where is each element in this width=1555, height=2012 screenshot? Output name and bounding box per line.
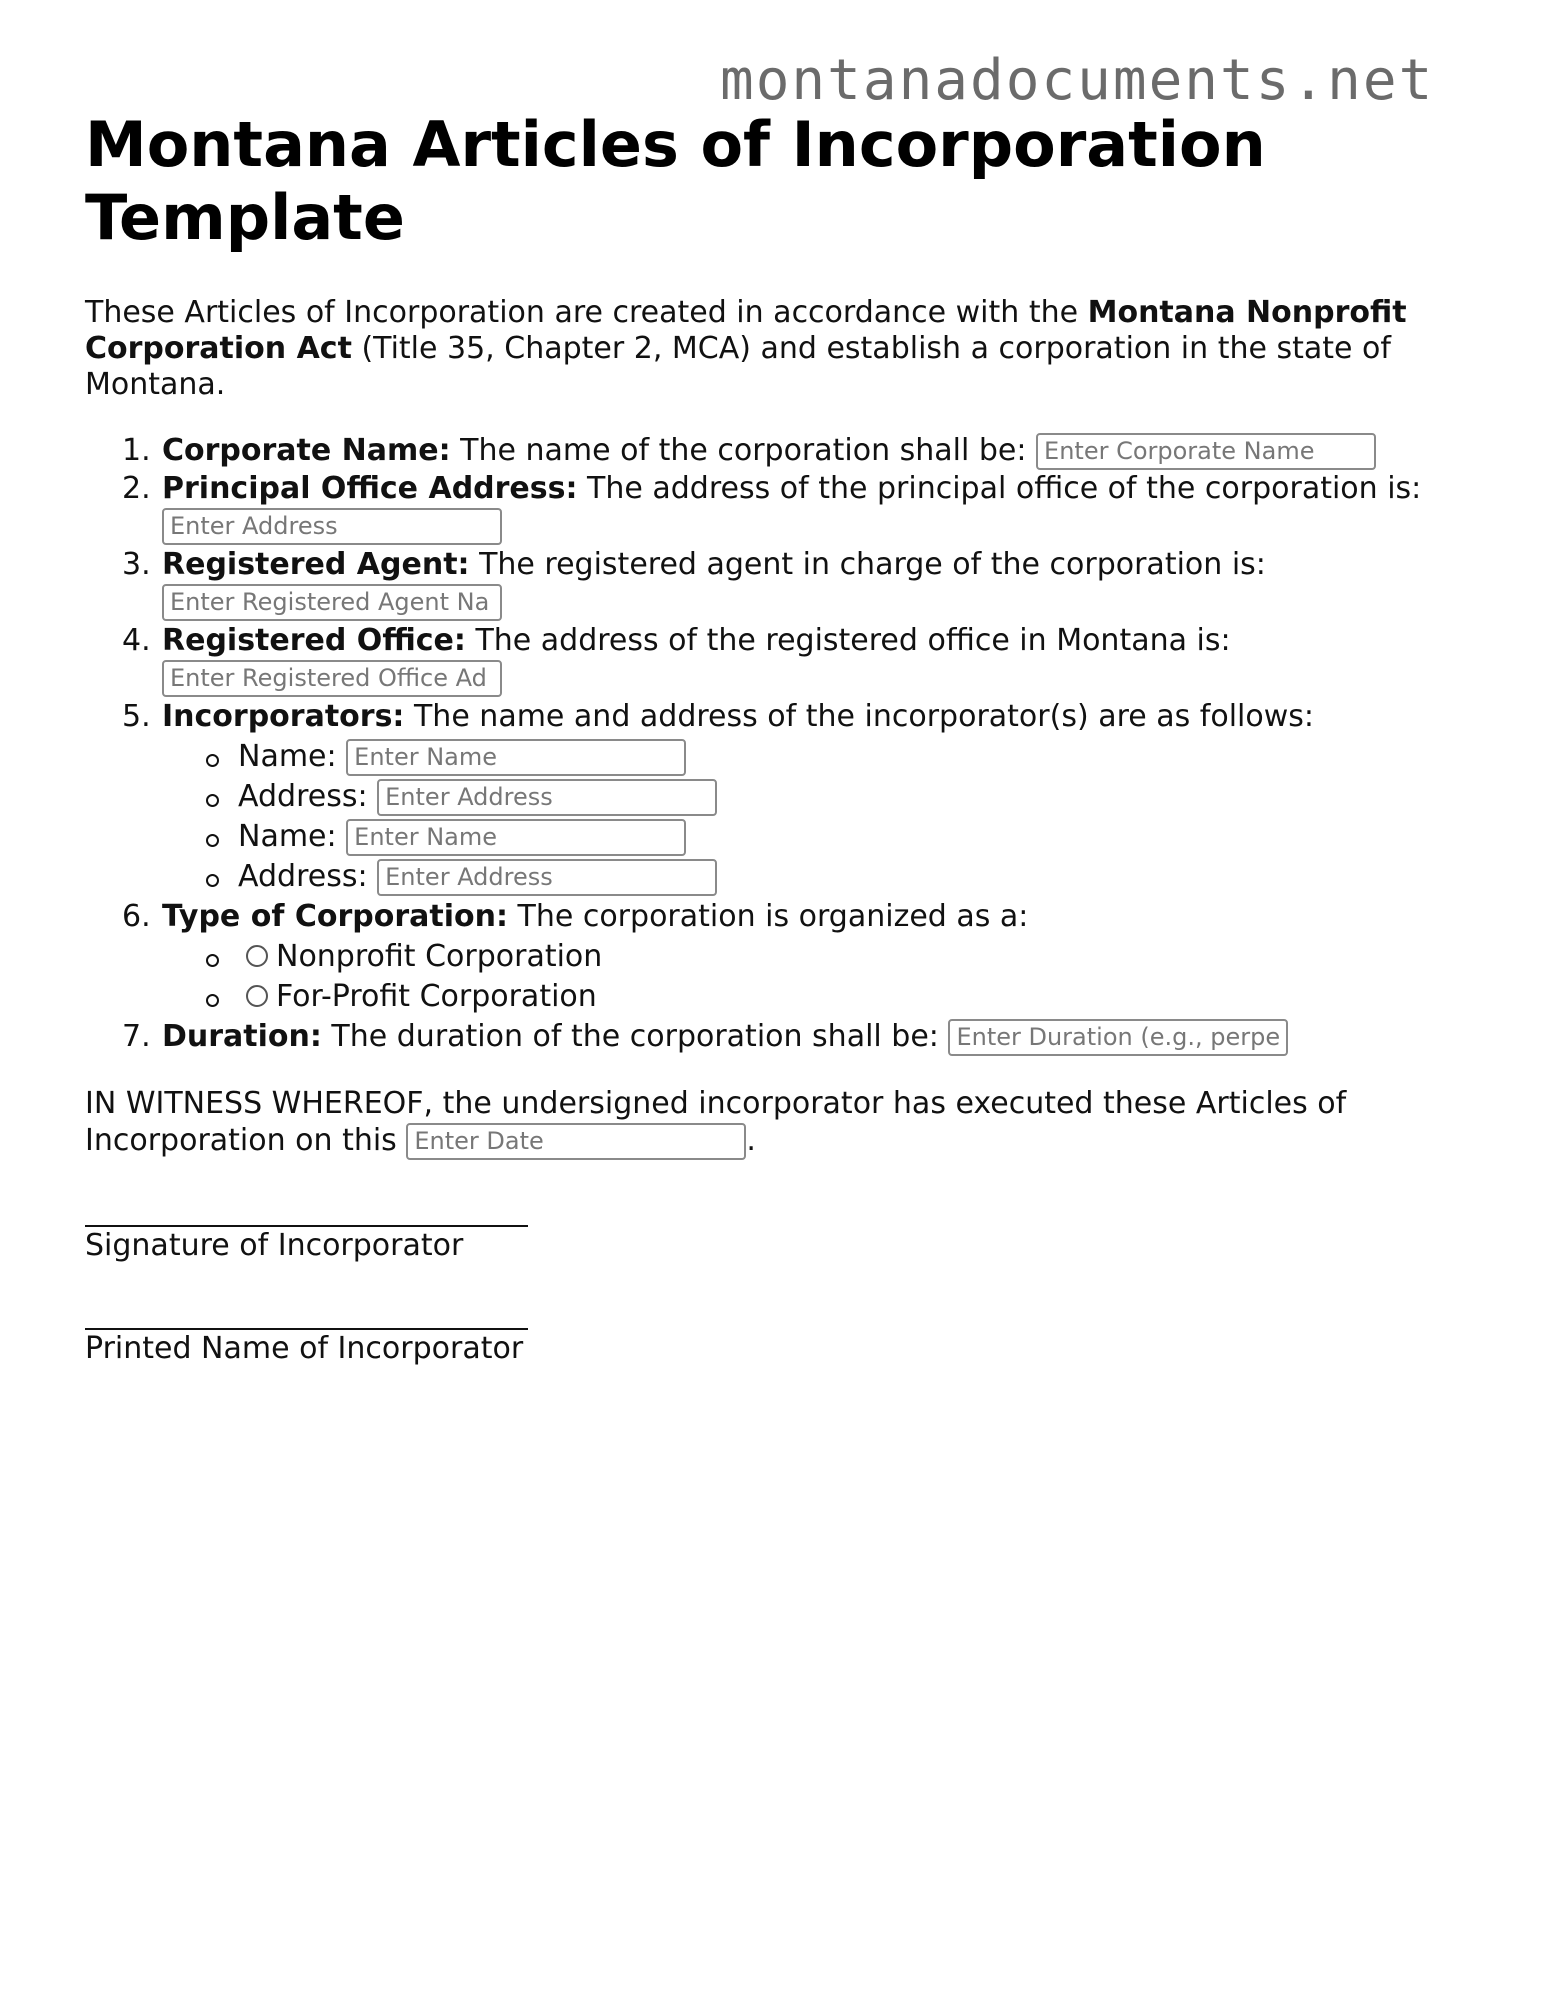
field-label: Name: xyxy=(238,819,337,854)
field-label: Address: xyxy=(238,779,368,814)
incorporator-address-row xyxy=(238,858,1555,896)
item-text: The address of the registered office in Montana is: xyxy=(465,623,1231,658)
option-nonprofit xyxy=(238,938,1555,976)
registered-agent-input[interactable]: Enter Registered Agent Na xyxy=(162,584,502,621)
articles-list xyxy=(85,432,1555,1056)
item-number: 6. xyxy=(122,899,151,934)
item-number: 5. xyxy=(122,699,151,734)
item-number: 4. xyxy=(122,623,151,658)
item-number: 3. xyxy=(122,547,151,582)
incorporator-name-row xyxy=(238,818,1555,856)
signature-line xyxy=(85,1225,528,1227)
item-label: Principal Office Address: xyxy=(162,471,578,506)
intro-text-post: (Title 35, Chapter 2, MCA) and establish a corporation in the state of Montana. xyxy=(85,331,1391,402)
article-item-duration xyxy=(122,1018,1555,1056)
intro-paragraph xyxy=(85,295,1465,403)
printed-name-label: Printed Name of Incorporator xyxy=(85,1331,524,1366)
item-text: The name of the corporation shall be: xyxy=(450,433,1037,468)
incorporator-address-input-1[interactable]: Enter Address xyxy=(377,779,717,816)
printed-name-line xyxy=(85,1328,528,1330)
option-label: Nonprofit Corporation xyxy=(276,939,603,974)
intro-text-pre: These Articles of Incorporation are created in accordance with the xyxy=(85,295,1088,330)
item-number: 2. xyxy=(122,471,151,506)
corporation-type-options xyxy=(162,938,1555,1016)
incorporator-name-input-1[interactable]: Enter Name xyxy=(346,739,686,776)
item-number: 1. xyxy=(122,433,151,468)
field-label: Address: xyxy=(238,859,368,894)
page-title: Montana Articles of Incorporation Template xyxy=(85,108,1266,254)
nonprofit-radio[interactable] xyxy=(246,945,268,967)
watermark: montanadocuments.net xyxy=(720,48,1435,113)
item-label: Incorporators: xyxy=(162,699,405,734)
item-label: Corporate Name: xyxy=(162,433,451,468)
witness-text: IN WITNESS WHEREOF, the undersigned incorporator has executed these Articles of Incorporation on this xyxy=(85,1086,1347,1158)
item-text: The address of the principal office of the corporation is: xyxy=(577,471,1422,506)
item-label: Type of Corporation: xyxy=(162,899,508,934)
field-label: Name: xyxy=(238,739,337,774)
date-input[interactable]: Enter Date xyxy=(406,1123,746,1160)
intro-act-name: Montana Nonprofit Corporation Act xyxy=(85,295,1407,366)
registered-office-input[interactable]: Enter Registered Office Ad xyxy=(162,660,502,697)
incorporator-address-input-2[interactable]: Enter Address xyxy=(377,859,717,896)
article-item-incorporators xyxy=(122,698,1555,896)
incorporator-name-row xyxy=(238,738,1555,776)
incorporator-address-row xyxy=(238,778,1555,816)
witness-end: . xyxy=(746,1123,756,1158)
article-item-registered-office xyxy=(122,622,1555,697)
corporate-name-input[interactable]: Enter Corporate Name xyxy=(1036,433,1376,470)
article-item-principal-office xyxy=(122,470,1555,545)
item-text: The registered agent in charge of the corporation is: xyxy=(469,547,1266,582)
witness-paragraph xyxy=(85,1085,1465,1160)
article-item-corporate-name xyxy=(122,432,1555,470)
duration-input[interactable]: Enter Duration (e.g., perpe xyxy=(948,1019,1288,1056)
for-profit-radio[interactable] xyxy=(246,985,268,1007)
article-item-registered-agent xyxy=(122,546,1555,621)
item-label: Registered Agent: xyxy=(162,547,470,582)
incorporators-list xyxy=(162,738,1555,896)
item-text: The duration of the corporation shall be: xyxy=(321,1019,949,1054)
item-label: Duration: xyxy=(162,1019,322,1054)
item-number: 7. xyxy=(122,1019,151,1054)
item-label: Registered Office: xyxy=(162,623,466,658)
item-text: The name and address of the incorporator(s) are as follows: xyxy=(404,699,1315,734)
option-for-profit xyxy=(238,978,1555,1016)
principal-address-input[interactable]: Enter Address xyxy=(162,508,502,545)
signature-label: Signature of Incorporator xyxy=(85,1228,464,1263)
article-item-corporation-type xyxy=(122,898,1555,1016)
item-text: The corporation is organized as a: xyxy=(507,899,1029,934)
option-label: For-Profit Corporation xyxy=(276,979,597,1014)
incorporator-name-input-2[interactable]: Enter Name xyxy=(346,819,686,856)
